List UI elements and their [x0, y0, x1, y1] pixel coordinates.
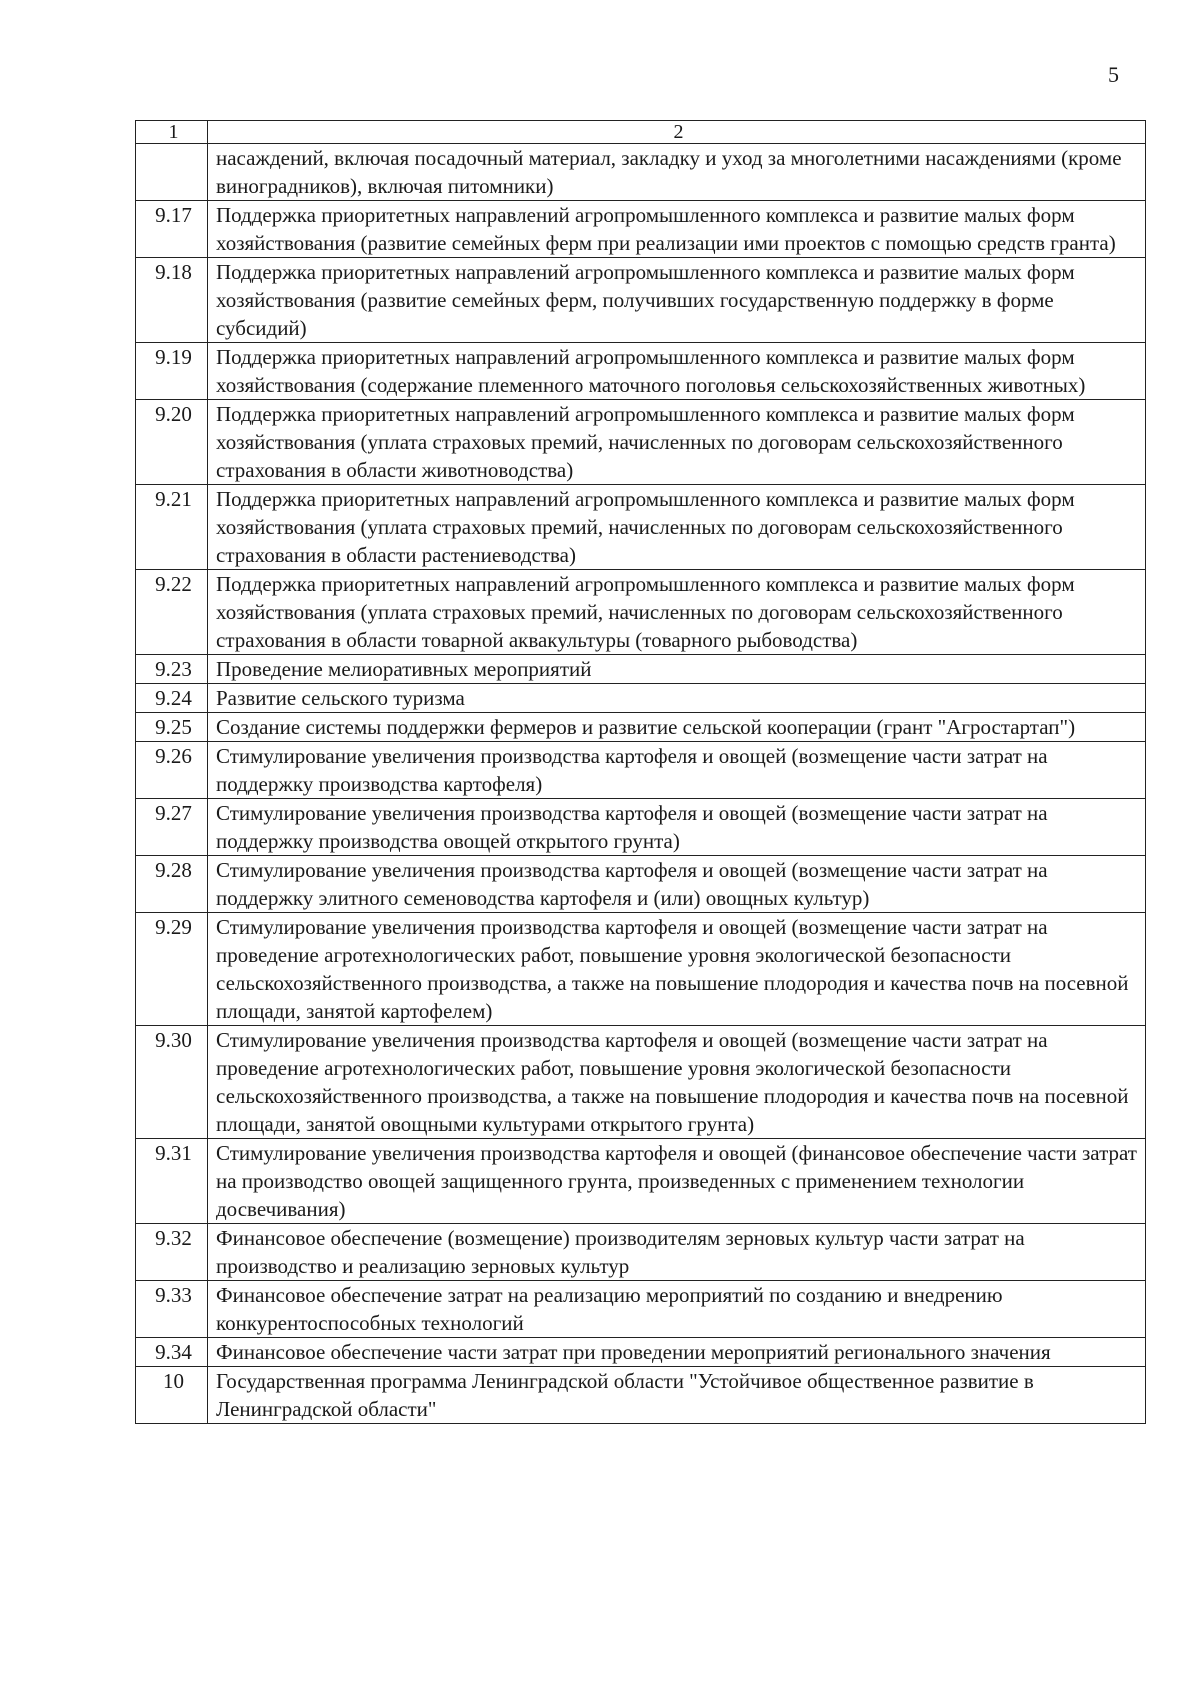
table-row [136, 655, 1146, 684]
row-text: Проведение мелиоративных мероприятий [208, 655, 1146, 684]
table-body [136, 121, 1146, 1424]
table-row [136, 258, 1146, 343]
row-number: 9.22 [136, 570, 208, 655]
row-text: Поддержка приоритетных направлений агропромышленного комплекса и развитие малых форм хозяйствования (развитие семейных ферм при реализации ими проектов с помощью средств гранта) [208, 201, 1146, 258]
table-row [136, 1367, 1146, 1424]
row-number: 9.17 [136, 201, 208, 258]
row-number: 9.20 [136, 400, 208, 485]
table-row [136, 1026, 1146, 1139]
row-text: Стимулирование увеличения производства картофеля и овощей (финансовое обеспечение части затрат на производство овощей защищенного грунта, произведенных с применением технологии досвечивания) [208, 1139, 1146, 1224]
table-row [136, 201, 1146, 258]
row-text: Стимулирование увеличения производства картофеля и овощей (возмещение части затрат на проведение агротехнологических работ, повышение уровня экологической безопасности сельскохозяйственного производства, а также на повышение плодородия и качества почв на посевной площади, занятой картофелем) [208, 913, 1146, 1026]
table-header-row [136, 121, 1146, 144]
row-number [136, 144, 208, 201]
row-number: 9.21 [136, 485, 208, 570]
row-number: 9.31 [136, 1139, 208, 1224]
column-header-1: 1 [136, 121, 208, 144]
row-number: 9.30 [136, 1026, 208, 1139]
row-text: Финансовое обеспечение затрат на реализацию мероприятий по созданию и внедрению конкурентоспособных технологий [208, 1281, 1146, 1338]
row-text: Стимулирование увеличения производства картофеля и овощей (возмещение части затрат на поддержку элитного семеноводства картофеля и (или) овощных культур) [208, 856, 1146, 913]
row-text: Поддержка приоритетных направлений агропромышленного комплекса и развитие малых форм хозяйствования (содержание племенного маточного поголовья сельскохозяйственных животных) [208, 343, 1146, 400]
column-header-2: 2 [208, 121, 1146, 144]
row-number: 9.24 [136, 684, 208, 713]
table-row [136, 1281, 1146, 1338]
table-row [136, 684, 1146, 713]
table-row [136, 485, 1146, 570]
row-text: Финансовое обеспечение (возмещение) производителям зерновых культур части затрат на производство и реализацию зерновых культур [208, 1224, 1146, 1281]
row-number: 9.28 [136, 856, 208, 913]
table-row [136, 144, 1146, 201]
row-number: 9.26 [136, 742, 208, 799]
row-text: Стимулирование увеличения производства картофеля и овощей (возмещение части затрат на проведение агротехнологических работ, повышение уровня экологической безопасности сельскохозяйственного производства, а также на повышение плодородия и качества почв на посевной площади, занятой овощными культурами открытого грунта) [208, 1026, 1146, 1139]
row-text: насаждений, включая посадочный материал, закладку и уход за многолетними насаждениями (кроме виноградников), включая питомники) [208, 144, 1146, 201]
table-row [136, 1224, 1146, 1281]
row-text: Поддержка приоритетных направлений агропромышленного комплекса и развитие малых форм хозяйствования (развитие семейных ферм, получивших государственную поддержку в форме субсидий) [208, 258, 1146, 343]
row-number: 9.23 [136, 655, 208, 684]
table-row [136, 1139, 1146, 1224]
row-text: Поддержка приоритетных направлений агропромышленного комплекса и развитие малых форм хозяйствования (уплата страховых премий, начисленных по договорам сельскохозяйственного страхования в области животноводства) [208, 400, 1146, 485]
row-number: 9.18 [136, 258, 208, 343]
table-row [136, 713, 1146, 742]
row-text: Поддержка приоритетных направлений агропромышленного комплекса и развитие малых форм хозяйствования (уплата страховых премий, начисленных по договорам сельскохозяйственного страхования в области растениеводства) [208, 485, 1146, 570]
row-number: 9.32 [136, 1224, 208, 1281]
table-row [136, 400, 1146, 485]
row-number: 10 [136, 1367, 208, 1424]
row-number: 9.34 [136, 1338, 208, 1367]
row-text: Финансовое обеспечение части затрат при проведении мероприятий регионального значения [208, 1338, 1146, 1367]
row-text: Стимулирование увеличения производства картофеля и овощей (возмещение части затрат на поддержку производства овощей открытого грунта) [208, 799, 1146, 856]
program-table [135, 120, 1146, 1424]
row-text: Развитие сельского туризма [208, 684, 1146, 713]
row-text: Стимулирование увеличения производства картофеля и овощей (возмещение части затрат на поддержку производства картофеля) [208, 742, 1146, 799]
page-number: 5 [1108, 62, 1119, 87]
row-text: Государственная программа Ленинградской области "Устойчивое общественное развитие в Ленинградской области" [208, 1367, 1146, 1424]
table-row [136, 913, 1146, 1026]
table-row [136, 570, 1146, 655]
row-number: 9.25 [136, 713, 208, 742]
table-row [136, 856, 1146, 913]
table-row [136, 1338, 1146, 1367]
table-row [136, 742, 1146, 799]
row-text: Поддержка приоритетных направлений агропромышленного комплекса и развитие малых форм хозяйствования (уплата страховых премий, начисленных по договорам сельскохозяйственного страхования в области товарной аквакультуры (товарного рыбоводства) [208, 570, 1146, 655]
table-row [136, 343, 1146, 400]
table-row [136, 799, 1146, 856]
row-number: 9.33 [136, 1281, 208, 1338]
row-number: 9.29 [136, 913, 208, 1026]
row-text: Создание системы поддержки фермеров и развитие сельской кооперации (грант "Агростартап") [208, 713, 1146, 742]
row-number: 9.27 [136, 799, 208, 856]
row-number: 9.19 [136, 343, 208, 400]
